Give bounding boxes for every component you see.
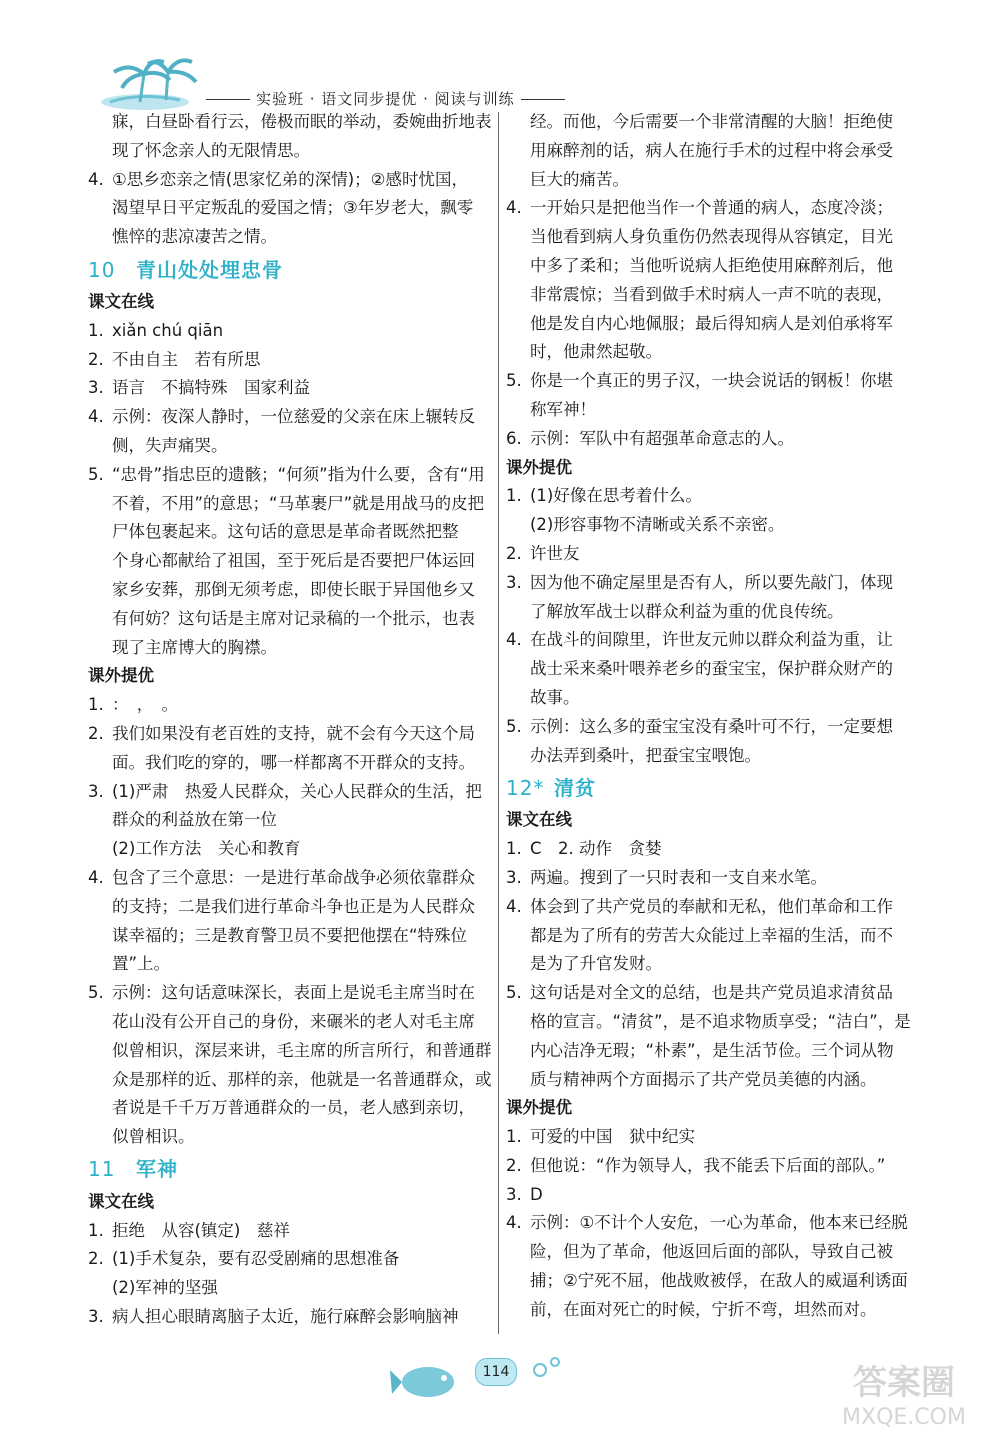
- answer-item: [506, 425, 918, 454]
- text-line: xiǎn chú qiān: [112, 320, 224, 340]
- text-line: 因为他不确定屋里是否有人，所以要先敲门，体现: [530, 572, 893, 592]
- text-line: 可爱的中国 狱中纪实: [530, 1127, 695, 1147]
- item-number: 3.: [506, 572, 522, 592]
- text-line: 我们如果没有老百姓的支持，就不会有今天这个局: [112, 723, 475, 743]
- text-line: 语言 不搞特殊 国家利益: [112, 378, 310, 398]
- right-column: [506, 108, 918, 1325]
- item-number: 4.: [506, 198, 522, 218]
- answer-item: [88, 1217, 492, 1246]
- answer-item: [506, 713, 918, 771]
- text-line: 前，在面对死亡的时候，宁折不弯，坦然而对。: [530, 1299, 877, 1319]
- text-line: 中多了柔和；当他听说病人拒绝使用麻醉剂后，他: [530, 255, 893, 275]
- item-text: [530, 1123, 918, 1152]
- text-line: 侧，失声痛哭。: [112, 435, 228, 455]
- text-line: 内心洁净无瑕；“朴素”，是生活节俭。三个词从物: [530, 1040, 894, 1060]
- item-number: 3.: [88, 781, 104, 801]
- item-number: 2.: [88, 723, 104, 743]
- text-line: 都是为了所有的劳苦大众能过上幸福的生活，而不: [530, 925, 893, 945]
- item-text: [112, 374, 492, 403]
- text-line: (1)好像在思考着什么。: [530, 486, 702, 506]
- answer-item: [506, 367, 918, 425]
- text-line: 示例：这么多的蚕宝宝没有桑叶可不行，一定要想: [530, 716, 893, 736]
- answer-item: [506, 864, 918, 893]
- text-line: 经。而他，今后需要一个非常清醒的大脑！拒绝使: [530, 112, 893, 131]
- item-number: 3.: [506, 867, 522, 887]
- text-line: 称军神！: [530, 399, 596, 419]
- answer-item: [88, 1303, 492, 1332]
- item-number: 4.: [88, 169, 104, 189]
- section-heading: 课文在线: [88, 291, 154, 311]
- item-text: [530, 482, 918, 511]
- item-text: [112, 691, 492, 720]
- item-text: [112, 979, 492, 1152]
- answer-item: [506, 540, 918, 569]
- text-line: 他是发自内心地佩服；最后得知病人是刘伯承将军: [530, 313, 893, 333]
- item-text: [112, 317, 492, 346]
- text-line: 质与精神两个方面揭示了共产党员美德的内涵。: [530, 1069, 877, 1089]
- text-line: 花山没有公开自己的身份，来碾米的老人对毛主席: [112, 1011, 475, 1031]
- answer-item: [506, 1209, 918, 1324]
- item-text: [530, 194, 918, 367]
- text-line: 现了怀念亲人的无限情思。: [112, 140, 310, 160]
- text-line: 两遍。搜到了一只时表和一支自来水笔。: [530, 867, 827, 887]
- item-number: 5.: [88, 983, 104, 1003]
- item-text: [112, 778, 492, 836]
- text-line: 当他看到病人身负重伤仍然表现得从容镇定，目光: [530, 227, 893, 247]
- text-line: 非常震惊；当看到做手术时病人一声不吭的表现，: [530, 284, 893, 304]
- text-line: 捕；②宁死不屈，他战败被俘，在敌人的威逼利诱面: [530, 1271, 908, 1291]
- item-number: 1.: [88, 1220, 104, 1240]
- text-line: 是为了升官发财。: [530, 954, 662, 974]
- answer-item: [506, 569, 918, 627]
- lesson-number: 10: [88, 257, 116, 282]
- text-line: 谋幸福的；三是教育警卫员不要把他摆在“特殊位: [112, 925, 468, 945]
- text-line: 示例：①不计个人安危，一心为革命，他本来已经脱: [530, 1213, 908, 1233]
- item-text: [112, 346, 492, 375]
- section-heading: 课文在线: [88, 1191, 154, 1211]
- answer-item: [88, 691, 492, 720]
- item-number: 1.: [88, 695, 104, 715]
- item-number: 2.: [88, 1249, 104, 1269]
- text-line: 故事。: [530, 687, 580, 707]
- left-column: [88, 108, 492, 1332]
- lesson-name: 军神: [136, 1157, 178, 1182]
- text-line: 但他说：“作为领导人，我不能丢下后面的部队。”: [530, 1155, 886, 1175]
- item-number: 3.: [88, 378, 104, 398]
- text-line: 体会到了共产党员的奉献和无私，他们革命和工作: [530, 896, 893, 916]
- answer-item: [88, 166, 492, 252]
- item-text: [530, 425, 918, 454]
- item-number: 3.: [506, 1184, 522, 1204]
- text-line: 这句话是对全文的总结，也是共产党员追求清贫品: [530, 983, 893, 1003]
- text-line: 病人担心眼睛离脑子太近，施行麻醉会影响脑神: [112, 1307, 459, 1327]
- text-line: (2)形容事物不清晰或关系不亲密。: [530, 515, 785, 535]
- text-line: 许世友: [530, 543, 580, 563]
- answer-item: [88, 461, 492, 663]
- text-line: 险，但为了革命，他返回后面的部队，导致自己被: [530, 1242, 893, 1262]
- svg-text:答案圈: 答案圈: [853, 1363, 955, 1403]
- text-line: “忠骨”指忠臣的遗骸；“何须”指为什么要，含有“用: [112, 464, 485, 484]
- text-line: 在战斗的间隙里，许世友元帅以群众利益为重，让: [530, 630, 893, 650]
- text-line: (1)手术复杂，要有忍受剧痛的思想准备: [112, 1249, 400, 1269]
- text-line: ①思乡恋亲之情(思家忆弟的深情)；②感时忧国，: [112, 169, 468, 189]
- item-text: [112, 403, 492, 461]
- text-line: 拒绝 从容(镇定) 慈祥: [112, 1220, 290, 1240]
- text-line: (2)军神的坚强: [112, 1278, 218, 1298]
- item-number: 5.: [88, 464, 104, 484]
- svg-text:MXQE.COM: MXQE.COM: [842, 1405, 966, 1430]
- item-text: [530, 713, 918, 771]
- answer-item: [506, 1123, 918, 1152]
- text-line: 尸体包裹起来。这句话的意思是革命者既然把整: [112, 522, 459, 542]
- text-line: 包含了三个意思：一是进行革命战争必须依靠群众: [112, 867, 475, 887]
- lesson-number: 11: [88, 1157, 116, 1182]
- answer-item: [88, 864, 492, 979]
- text-line: 群众的利益放在第一位: [112, 810, 277, 830]
- text-line: 示例：夜深人静时，一位慈爱的父亲在床上辗转反: [112, 407, 475, 427]
- answer-item: [506, 1181, 918, 1210]
- text-line: 面。我们吃的穿的，哪一样都离不开群众的支持。: [112, 752, 475, 772]
- item-number: 5.: [506, 716, 522, 736]
- text-line: C 2. 动作 贪婪: [530, 839, 662, 859]
- watermark-logo: [814, 1352, 994, 1432]
- answer-item: [88, 778, 492, 836]
- item-text: [530, 1209, 918, 1324]
- item-number: 1.: [88, 320, 104, 340]
- text-line: 似曾相识。: [112, 1127, 195, 1147]
- text-line: D: [530, 1184, 543, 1204]
- text-line: 不由自主 若有所思: [112, 349, 261, 369]
- item-text: [112, 166, 492, 252]
- lesson-name: 青山处处埋忠骨: [136, 257, 283, 282]
- answer-item: [88, 720, 492, 778]
- text-line: 格的宣言。“清贫”，是不追求物质享受；“洁白”，是: [530, 1011, 911, 1031]
- text-line: 家乡安葬，那倒无须考虑，即使长眠于异国他乡又: [112, 579, 475, 599]
- section-heading: 课文在线: [506, 810, 572, 830]
- text-line: 者说是千千万万普通群众的一员，老人感到亲切，: [112, 1098, 475, 1118]
- item-number: 1.: [506, 839, 522, 859]
- item-number: 4.: [88, 407, 104, 427]
- text-line: (2)工作方法 关心和教育: [112, 839, 301, 859]
- item-text: [530, 1152, 918, 1181]
- lesson-number: 12*: [506, 775, 545, 800]
- section-heading: 课外提优: [506, 1098, 572, 1118]
- lesson-title: [506, 772, 918, 804]
- answer-item: [88, 979, 492, 1152]
- text-line: 巨大的痛苦。: [530, 169, 629, 189]
- text-line: 现了主席博大的胸襟。: [112, 637, 277, 657]
- text-line: 示例：这句话意味深长，表面上是说毛主席当时在: [112, 983, 475, 1003]
- answer-item: [88, 403, 492, 461]
- item-text: [112, 720, 492, 778]
- answer-item: [506, 835, 918, 864]
- item-text: [530, 893, 918, 979]
- text-line: 示例：军队中有超强革命意志的人。: [530, 428, 794, 448]
- text-line: 你是一个真正的男子汉，一块会说话的钢板！你堪: [530, 371, 893, 391]
- text-line: 一开始只是把他当作一个普通的病人，态度冷淡；: [530, 198, 893, 218]
- text-line: ： ， 。: [112, 695, 178, 715]
- answer-item: [88, 317, 492, 346]
- item-text: [530, 367, 918, 425]
- text-line: 似曾相识，深层来讲，毛主席的所言所行，和普通群: [112, 1040, 492, 1060]
- item-text: [530, 540, 918, 569]
- lesson-name: 清贫: [554, 775, 596, 800]
- item-number: 2.: [88, 349, 104, 369]
- text-line: 不着，不用”的意思；“马革裹尸”就是用战马的皮把: [112, 493, 485, 513]
- text-line: 有何妨？这句话是主席对记录稿的一个批示，也表: [112, 608, 475, 628]
- item-text: [112, 1217, 492, 1246]
- text-line: 寐，白昼卧看行云，倦极而眠的举动，委婉曲折地表: [112, 112, 492, 131]
- page-number: 114: [475, 1358, 517, 1386]
- series-title: 实验班 · 语文同步提优 · 阅读与训练: [200, 88, 571, 109]
- text-line: 渴望早日平定叛乱的爱国之情；③年岁老大，飘零: [112, 198, 474, 218]
- answer-item: [88, 1245, 492, 1274]
- item-text: [530, 569, 918, 627]
- column-divider: [498, 112, 499, 1334]
- item-number: 4.: [506, 896, 522, 916]
- text-line: 了解放军战士以群众利益为重的优良传统。: [530, 601, 844, 621]
- answer-item: [506, 626, 918, 712]
- text-line: 用麻醉剂的话，病人在施行手术的过程中将会承受: [530, 140, 893, 160]
- text-line: 置”上。: [112, 954, 171, 974]
- item-number: 2.: [506, 1155, 522, 1175]
- item-number: 5.: [506, 371, 522, 391]
- item-text: [112, 1303, 492, 1332]
- item-text: [530, 835, 918, 864]
- item-number: 3.: [88, 1307, 104, 1327]
- answer-item: [506, 979, 918, 1094]
- lesson-title: [88, 1154, 492, 1186]
- item-text: [112, 1245, 492, 1274]
- item-number: 5.: [506, 983, 522, 1003]
- text-line: 憔悴的悲凉凄苦之情。: [112, 227, 277, 247]
- item-number: 1.: [506, 1127, 522, 1147]
- item-text: [530, 1181, 918, 1210]
- section-heading: 课外提优: [88, 666, 154, 686]
- answer-item: [88, 346, 492, 375]
- text-line: 的支持；二是我们进行革命斗争也正是为人民群众: [112, 896, 475, 916]
- item-text: [112, 461, 492, 663]
- item-number: 4.: [506, 1213, 522, 1233]
- lesson-title: [88, 254, 492, 286]
- text-line: 战士采来桑叶喂养老乡的蚕宝宝，保护群众财产的: [530, 659, 893, 679]
- item-text: [530, 864, 918, 893]
- text-line: 个身心都献给了祖国，至于死后是否要把尸体运回: [112, 551, 475, 571]
- item-text: [530, 626, 918, 712]
- item-number: 1.: [506, 486, 522, 506]
- answer-item: [506, 482, 918, 511]
- answer-item: [506, 194, 918, 367]
- text-line: 时，他肃然起敬。: [530, 342, 662, 362]
- answer-item: [506, 1152, 918, 1181]
- text-line: 办法弄到桑叶，把蚕宝宝喂饱。: [530, 745, 761, 765]
- text-line: 众是那样的近、那样的亲，他就是一名普通群众，或: [112, 1069, 492, 1089]
- item-number: 6.: [506, 428, 522, 448]
- item-number: 4.: [88, 867, 104, 887]
- answer-item: [506, 893, 918, 979]
- section-heading: 课外提优: [506, 457, 572, 477]
- page-header: [100, 52, 660, 112]
- item-text: [530, 979, 918, 1094]
- item-number: 2.: [506, 543, 522, 563]
- beach-tree-logo-icon: [100, 52, 210, 112]
- item-number: 4.: [506, 630, 522, 650]
- item-text: [112, 864, 492, 979]
- answer-item: [88, 374, 492, 403]
- text-line: (1)严肃 热爱人民群众，关心人民群众的生活，把: [112, 781, 482, 801]
